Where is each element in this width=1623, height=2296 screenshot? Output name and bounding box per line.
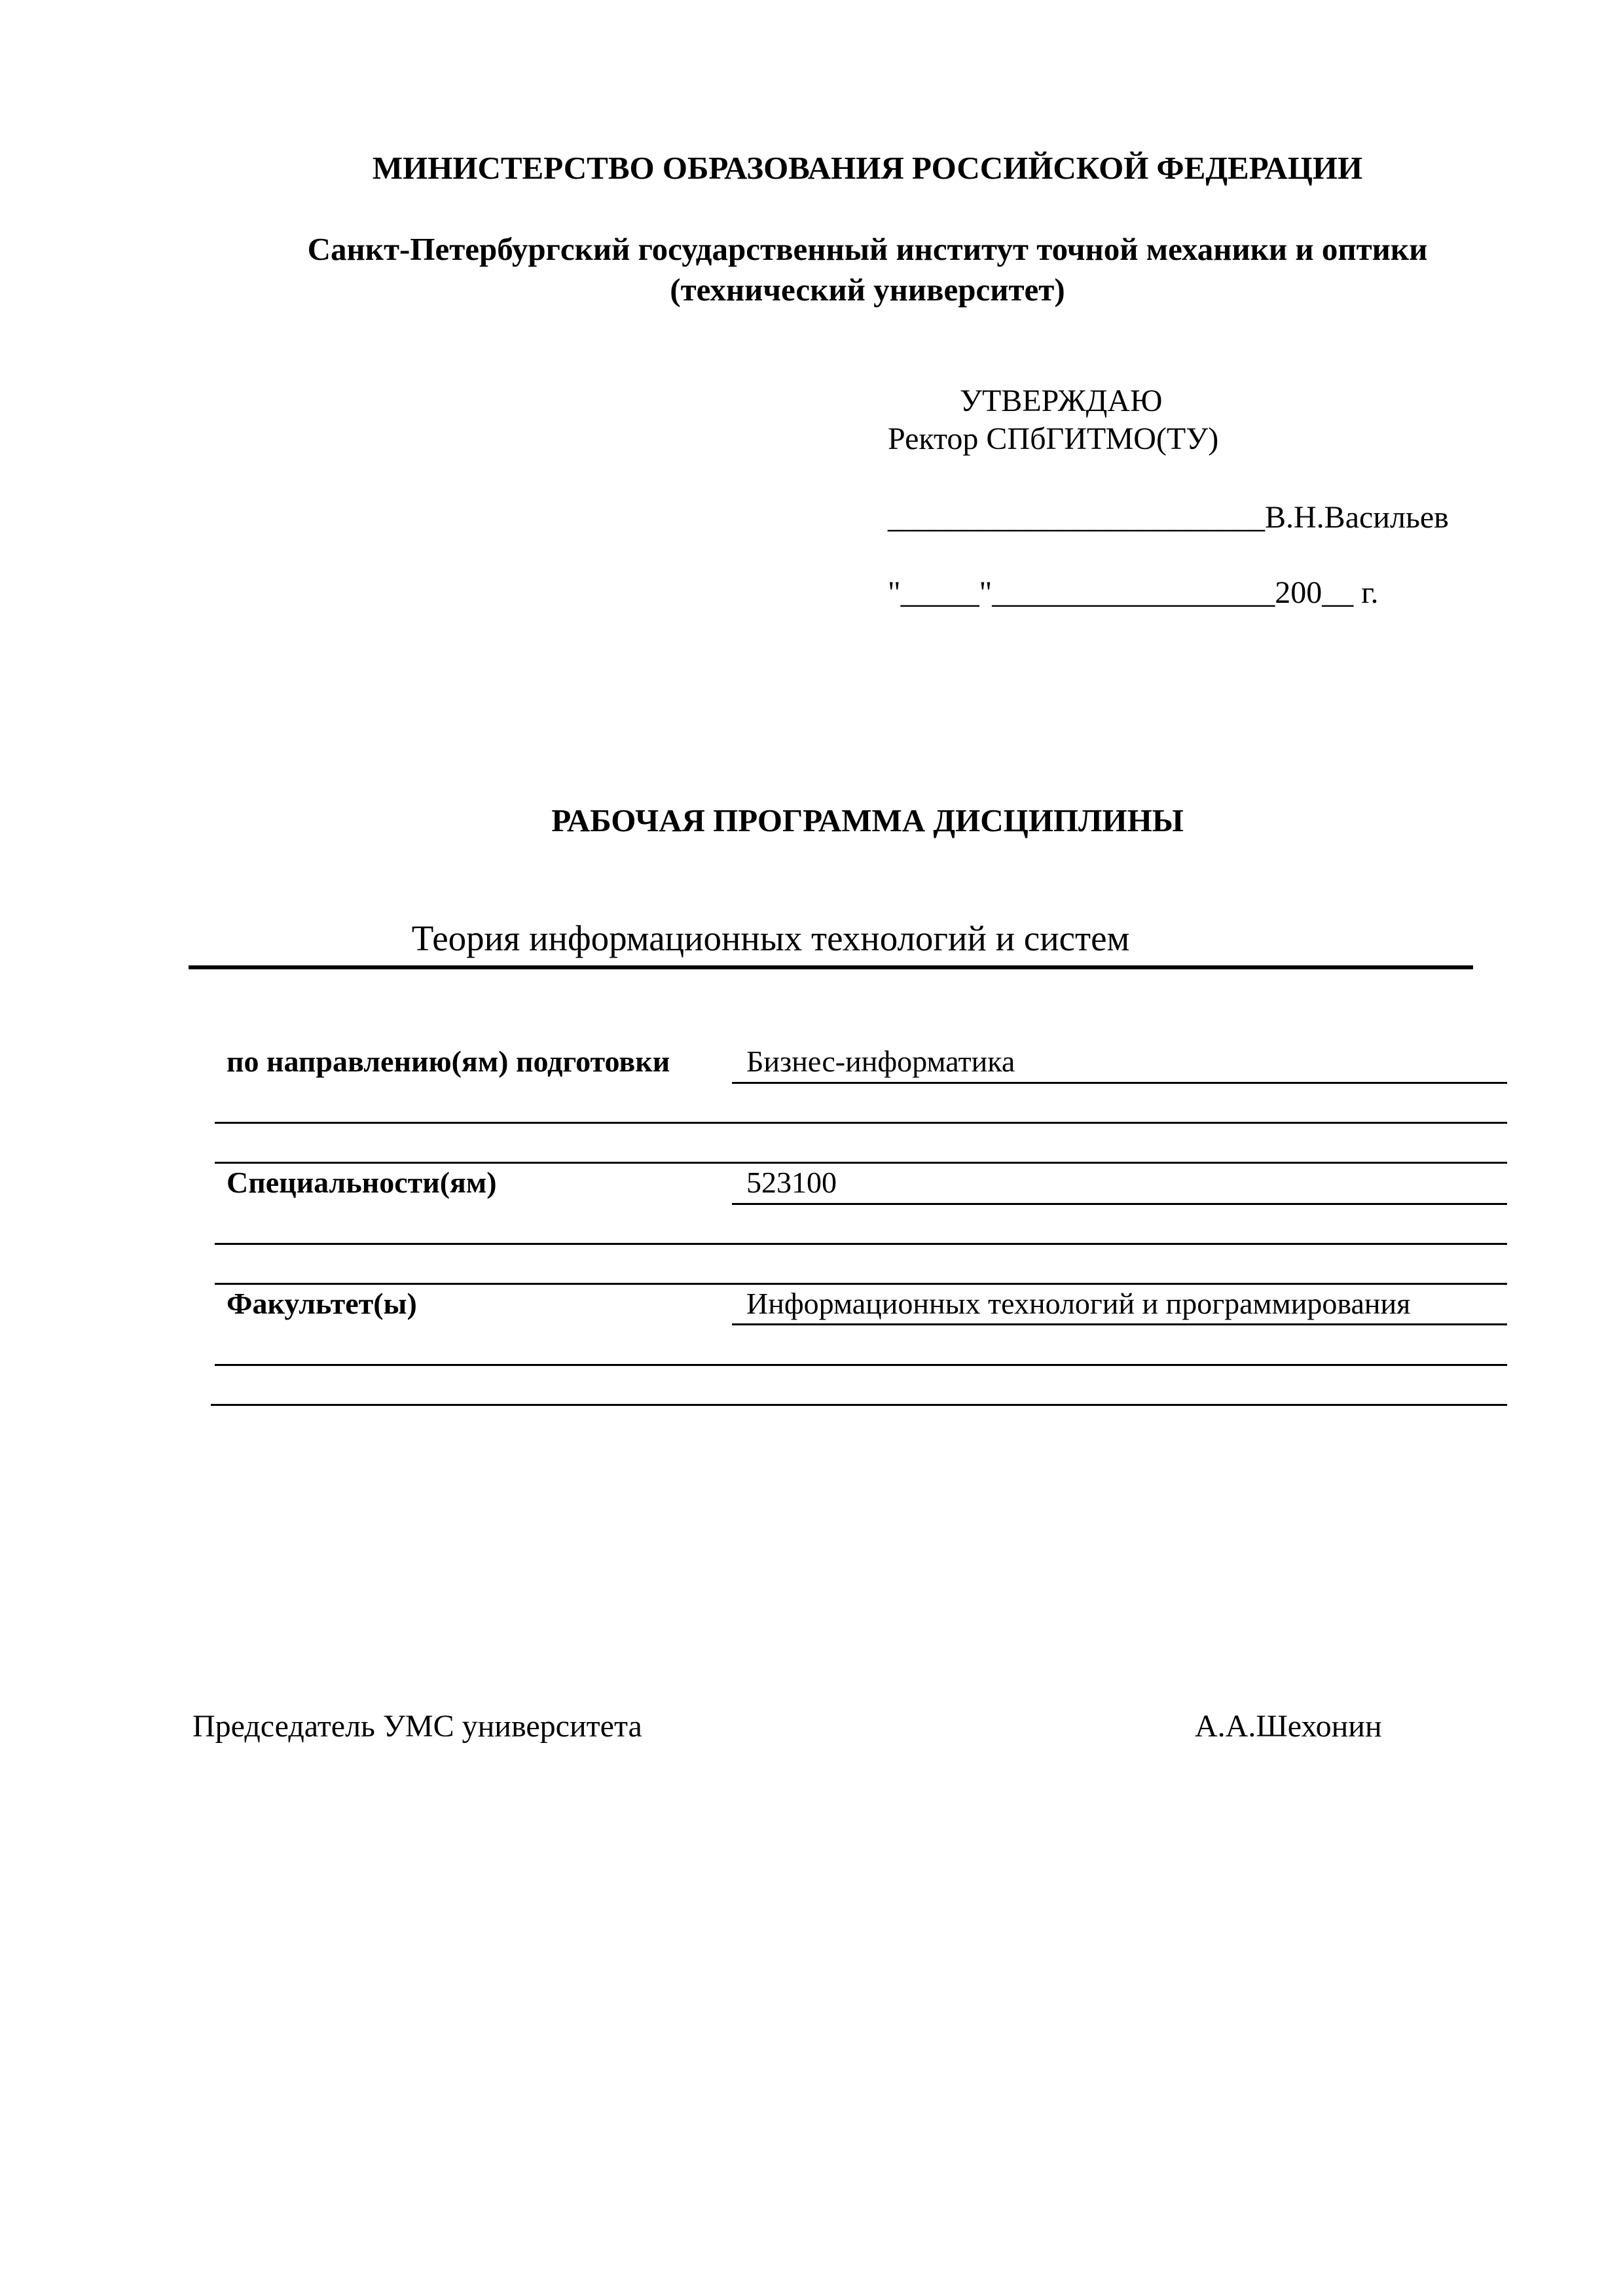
approval-word: УТВЕРЖДАЮ — [960, 384, 1163, 418]
ministry-heading: МИНИСТЕРСТВО ОБРАЗОВАНИЯ РОССИЙСКОЙ ФЕДЕРАЦИИ — [372, 150, 1363, 186]
faculty-value-underline — [732, 1323, 1507, 1325]
direction-value: Бизнес-информатика — [746, 1045, 1015, 1078]
specialty-blank-line — [215, 1243, 1507, 1245]
specialty-top-line — [215, 1162, 1507, 1164]
specialty-label: Специальности(ям) — [227, 1166, 497, 1199]
chair-label: Председатель УМС университета — [192, 1709, 642, 1744]
discipline-name: Теория информационных технологий и систем — [411, 918, 1130, 958]
chair-name: А.А.Шехонин — [1195, 1709, 1382, 1744]
discipline-underline — [189, 965, 1473, 969]
specialty-value: 523100 — [746, 1166, 837, 1199]
specialty-value-underline — [732, 1203, 1507, 1205]
institute-name: Санкт-Петербургский государственный институт точной механики и оптики — [307, 231, 1428, 267]
approval-date-line: "_____"__________________200__ г. — [888, 575, 1379, 610]
program-title: РАБОЧАЯ ПРОГРАММА ДИСЦИПЛИНЫ — [551, 802, 1184, 838]
faculty-blank-line — [215, 1364, 1507, 1366]
direction-label: по направлению(ям) подготовки — [227, 1045, 670, 1078]
direction-blank-line — [215, 1122, 1507, 1124]
approval-rector: Ректор СПбГИТМО(ТУ) — [888, 422, 1219, 456]
institute-subtitle: (технический университет) — [670, 272, 1065, 308]
faculty-top-line — [215, 1283, 1507, 1285]
direction-value-underline — [732, 1082, 1507, 1084]
approval-signature-line: ________________________В.Н.Васильев — [888, 500, 1449, 535]
faculty-value: Информационных технологий и программирования — [746, 1287, 1411, 1320]
faculty-bottom-line — [211, 1404, 1507, 1406]
faculty-label: Факультет(ы) — [227, 1287, 417, 1320]
